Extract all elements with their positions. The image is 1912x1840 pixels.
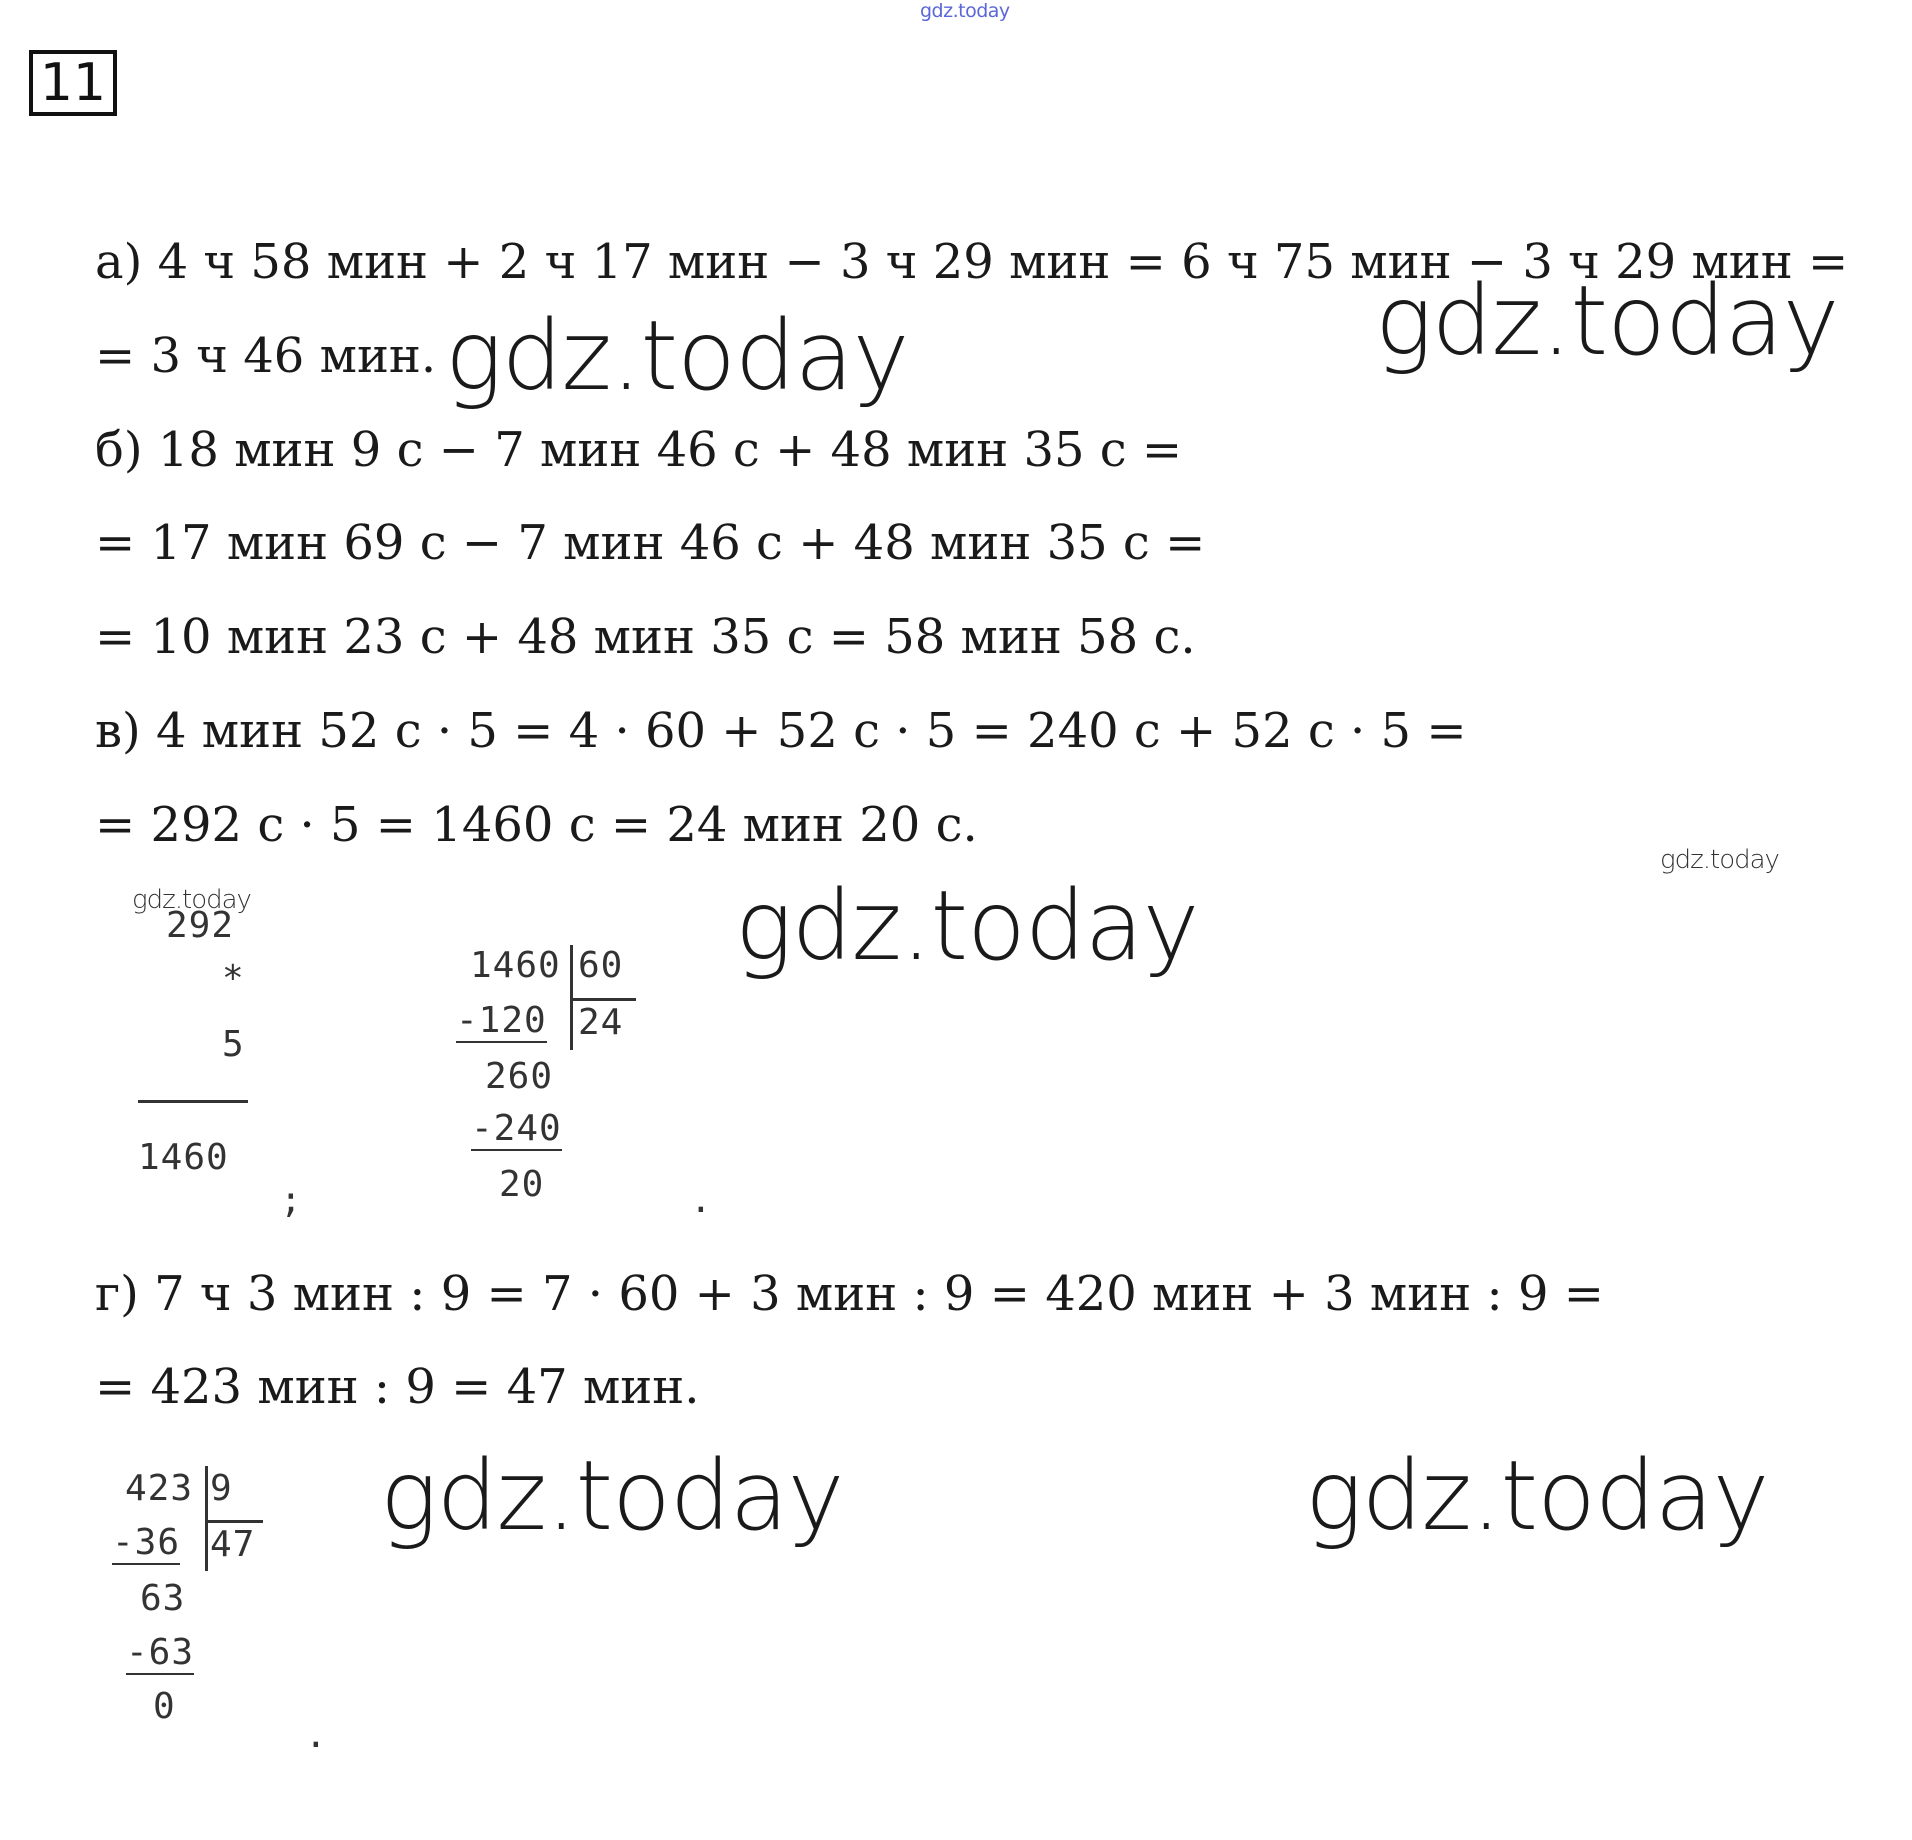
- div1-divisor: 60: [578, 945, 624, 986]
- mult-multiplier: 5: [222, 1024, 245, 1065]
- line-g2: = 423 мин : 9 = 47 мин.: [95, 1359, 700, 1415]
- watermark: gdz.today: [1375, 265, 1839, 377]
- div2-dividend: 423: [125, 1468, 194, 1509]
- mult-operator: *: [222, 958, 245, 999]
- watermark: gdz.today: [380, 1440, 844, 1552]
- div2-quotient: 47: [210, 1524, 256, 1565]
- line-a2: = 3 ч 46 мин.: [95, 328, 437, 384]
- div2-vertical-bar: [205, 1466, 208, 1571]
- div1-remainder2: 20: [499, 1164, 545, 1205]
- div1-divisor-rule: [573, 998, 636, 1001]
- top-watermark: gdz.today: [920, 0, 1010, 22]
- task-number: 11: [29, 50, 117, 116]
- div1-remainder1: 260: [485, 1056, 554, 1097]
- div1-dividend: 1460: [470, 945, 561, 986]
- line-b2: = 17 мин 69 с − 7 мин 46 с + 48 мин 35 с =: [95, 515, 1206, 571]
- watermark-small: gdz.today: [132, 885, 251, 915]
- line-v1: в) 4 мин 52 с · 5 = 4 · 60 + 52 с · 5 = 240 с + 52 с · 5 =: [95, 703, 1467, 759]
- div1-step1: -120: [456, 1000, 547, 1041]
- mult-rule: [138, 1100, 248, 1103]
- line-g1: г) 7 ч 3 мин : 9 = 7 · 60 + 3 мин : 9 = 420 мин + 3 мин : 9 =: [95, 1266, 1604, 1322]
- div2-end-mark: .: [305, 1715, 328, 1756]
- watermark: gdz.today: [445, 300, 909, 412]
- div2-remainder2: 0: [153, 1686, 176, 1727]
- line-b3: = 10 мин 23 с + 48 мин 35 с = 58 мин 58 с.: [95, 609, 1196, 665]
- div1-quotient: 24: [578, 1002, 624, 1043]
- div2-divisor-rule: [207, 1520, 263, 1523]
- line-a1: а) 4 ч 58 мин + 2 ч 17 мин − 3 ч 29 мин = 6 ч 75 мин − 3 ч 29 мин =: [95, 234, 1849, 290]
- div2-step2: -63: [126, 1632, 195, 1673]
- mult-multiplicand: 292: [166, 905, 235, 946]
- div2-step1: -36: [112, 1522, 181, 1563]
- mult-separator: ;: [280, 1180, 303, 1221]
- watermark: gdz.today: [1305, 1440, 1769, 1552]
- div1-end-mark: .: [690, 1180, 713, 1221]
- watermark-small: gdz.today: [1660, 845, 1779, 875]
- line-b1: б) 18 мин 9 с − 7 мин 46 с + 48 мин 35 с =: [95, 422, 1183, 478]
- div1-step2: -240: [471, 1108, 562, 1149]
- watermark: gdz.today: [735, 870, 1199, 982]
- div2-remainder1: 63: [140, 1578, 186, 1619]
- mult-result: 1460: [138, 1137, 229, 1178]
- div2-divisor: 9: [210, 1468, 233, 1509]
- line-v2: = 292 с · 5 = 1460 с = 24 мин 20 с.: [95, 797, 978, 853]
